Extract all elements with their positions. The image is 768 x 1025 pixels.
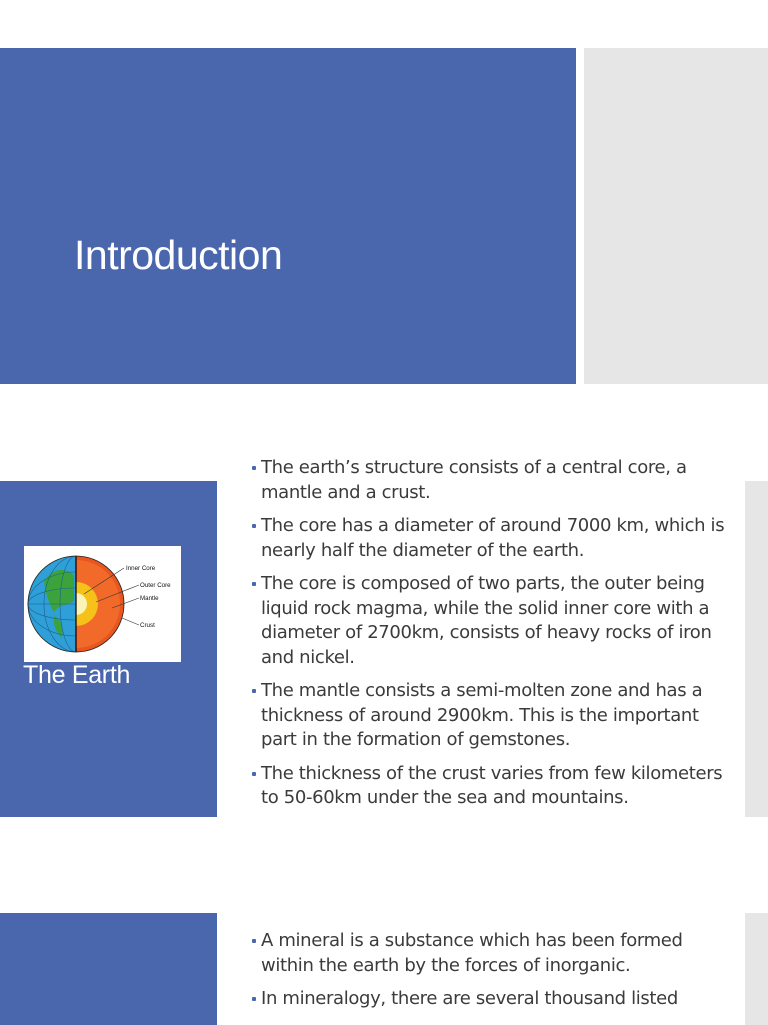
bullet-text: The earth’s structure consists of a central core, a mantle and a crust. <box>261 457 687 503</box>
bullet-text: The mantle consists a semi-molten zone and has a thickness of around 2900km. This is the important part in the formation of gemstones. <box>261 680 703 750</box>
bullet-item <box>250 572 730 670</box>
bullet-item <box>250 679 730 753</box>
bullet-item <box>250 456 730 505</box>
side-panel <box>584 48 768 384</box>
bullet-list <box>250 456 730 820</box>
slide-introduction <box>0 48 768 384</box>
bullet-item <box>250 514 730 563</box>
slide-minerals <box>0 912 768 1024</box>
bullet-item <box>250 987 730 1012</box>
bullet-text: In mineralogy, there are several thousand listed <box>261 988 678 1009</box>
bullet-text: The core has a diameter of around 7000 km, which is nearly half the diameter of the earth. <box>261 515 725 561</box>
label-mantle: Mantle <box>140 595 159 602</box>
bullet-item <box>250 929 730 978</box>
bullet-item <box>250 762 730 811</box>
bullet-icon <box>252 582 256 586</box>
bullet-icon <box>252 772 256 776</box>
left-panel <box>0 913 217 1025</box>
bullet-icon <box>252 997 256 1001</box>
bullet-icon <box>252 466 256 470</box>
label-outer-core: Outer Core <box>140 582 171 589</box>
bullet-list <box>250 929 730 1021</box>
bullet-icon <box>252 939 256 943</box>
earth-structure-diagram <box>24 546 181 662</box>
bullet-text: The thickness of the crust varies from few kilometers to 50-60km under the sea and mountains. <box>261 762 723 808</box>
bullet-text: A mineral is a substance which has been formed within the earth by the forces of inorganic. <box>261 930 683 976</box>
section-title: The Earth <box>23 661 131 689</box>
title-panel <box>0 48 576 384</box>
slide-the-earth <box>0 440 768 840</box>
bullet-icon <box>252 524 256 528</box>
slide-title: Introduction <box>74 232 283 278</box>
bullet-text: The core is composed of two parts, the outer being liquid rock magma, while the solid inner core with a diameter of 2700km, consists of heavy rocks of iron and nickel. <box>261 573 712 668</box>
right-strip <box>745 481 768 817</box>
right-strip <box>745 913 768 1025</box>
label-crust: Crust <box>140 622 155 629</box>
earth-cross-section-image <box>24 546 181 662</box>
left-panel <box>0 481 217 817</box>
label-inner-core: Inner Core <box>126 565 156 572</box>
bullet-icon <box>252 689 256 693</box>
